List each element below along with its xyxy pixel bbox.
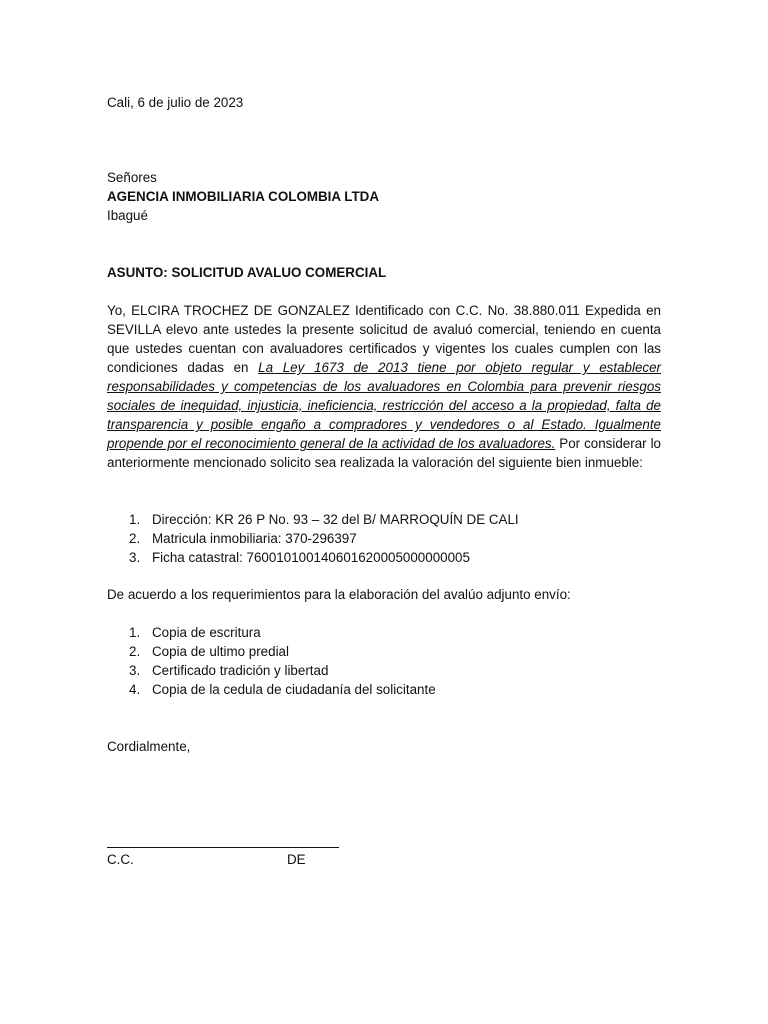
body-closing: Por considerar lo anteriormente mencionado solicito sea realizada la valoración del siguiente bien inmueble: xyxy=(107,436,661,470)
list-item: 2. Matricula inmobiliaria: 370-296397 xyxy=(129,531,357,546)
list-item: 4. Copia de la cedula de ciudadanía del solicitante xyxy=(129,682,436,697)
attachments-list xyxy=(107,623,436,699)
list-item: 1. Dirección: KR 26 P No. 93 – 32 del B/ MARROQUÍN DE CALI xyxy=(129,512,519,527)
list-item: 3. Ficha catastral: 760010100140601620005000000005 xyxy=(129,550,470,565)
law-quote: La Ley 1673 de 2013 tiene por objeto regular y establecer responsabilidades y competencias de los avaluadores en Colombia para prevenir riesgos sociales de inequidad, injusticia, ineficiencia, restricción del acceso a la propiedad, falta de transparencia y posible engaño a compradores y vendedores o al Estado. Igualmente propende por el reconocimiento general de la actividad de los avaluadores. xyxy=(107,360,661,451)
recipient-city: Ibagué xyxy=(107,208,148,223)
body-paragraph xyxy=(107,301,661,472)
list-item: 3. Certificado tradición y libertad xyxy=(129,663,329,678)
signature-de-label: DE xyxy=(287,852,306,867)
recipient-company: AGENCIA INMOBILIARIA COLOMBIA LTDA xyxy=(107,189,380,204)
requirements-intro: De acuerdo a los requerimientos para la elaboración del avalúo adjunto envío: xyxy=(107,587,571,602)
list-item: 2. Copia de ultimo predial xyxy=(129,644,289,659)
date-line: Cali, 6 de julio de 2023 xyxy=(107,95,244,110)
property-list xyxy=(107,510,519,567)
recipient-salutation: Señores xyxy=(107,170,157,185)
signature-cc-label: C.C. xyxy=(107,852,134,867)
signature-line xyxy=(107,847,339,848)
subject-line: ASUNTO: SOLICITUD AVALUO COMERCIAL xyxy=(107,265,387,280)
list-item: 1. Copia de escritura xyxy=(129,625,261,640)
body-intro: Yo, ELCIRA TROCHEZ DE GONZALEZ Identificado con C.C. No. 38.880.011 Expedida en SEVILLA elevo ante ustedes la presente solicitud de avaluó comercial, teniendo en cuenta que ustedes cuentan con avaluadores certificados y vigentes los cuales cumplen con las condiciones dadas en xyxy=(107,303,661,375)
closing-line: Cordialmente, xyxy=(107,739,191,754)
